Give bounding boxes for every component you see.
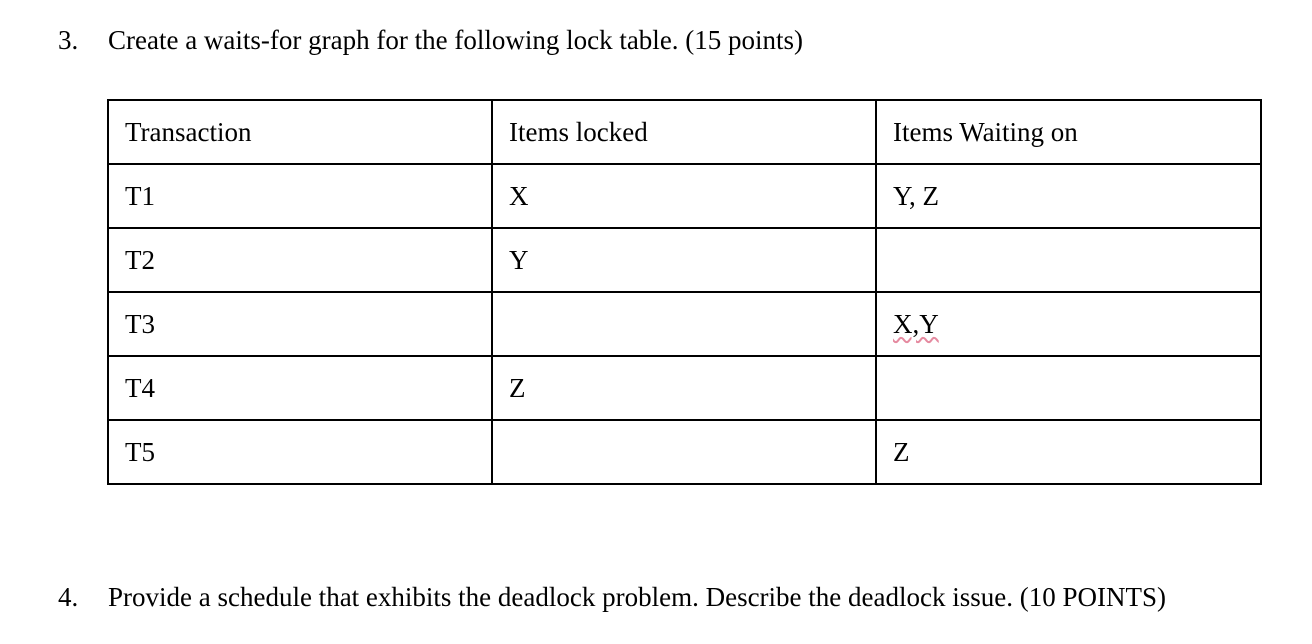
cell-items-locked: [492, 420, 876, 484]
cell-items-waiting: [876, 228, 1261, 292]
table-row: [108, 228, 1261, 292]
question-4: [58, 581, 1166, 613]
cell-transaction: T4: [108, 356, 492, 420]
question-3-number: 3.: [58, 25, 79, 55]
cell-transaction: T1: [108, 164, 492, 228]
question-3-text: Create a waits-for graph for the following lock table. (15 points): [108, 25, 804, 55]
cell-items-waiting: Y, Z: [876, 164, 1261, 228]
cell-transaction: T5: [108, 420, 492, 484]
table-row: [108, 356, 1261, 420]
table-row: [108, 164, 1261, 228]
header-transaction: Transaction: [108, 100, 492, 164]
cell-items-locked: Z: [492, 356, 876, 420]
question-4-text: Provide a schedule that exhibits the deadlock problem. Describe the deadlock issue. (10 POINTS): [108, 582, 1166, 612]
cell-items-waiting: [876, 292, 1261, 356]
header-items-locked: Items locked: [492, 100, 876, 164]
question-4-number: 4.: [58, 582, 79, 612]
cell-items-locked: [492, 292, 876, 356]
table-header-row: [108, 100, 1261, 164]
cell-transaction: T3: [108, 292, 492, 356]
question-3: [58, 24, 803, 56]
cell-items-waiting: [876, 356, 1261, 420]
spellcheck-underlined-text: X,Y: [893, 308, 939, 339]
cell-items-locked: X: [492, 164, 876, 228]
table-row: [108, 292, 1261, 356]
cell-items-waiting: Z: [876, 420, 1261, 484]
lock-table: [107, 99, 1262, 485]
header-items-waiting-on: Items Waiting on: [876, 100, 1261, 164]
cell-items-locked: Y: [492, 228, 876, 292]
table-row: [108, 420, 1261, 484]
cell-transaction: T2: [108, 228, 492, 292]
